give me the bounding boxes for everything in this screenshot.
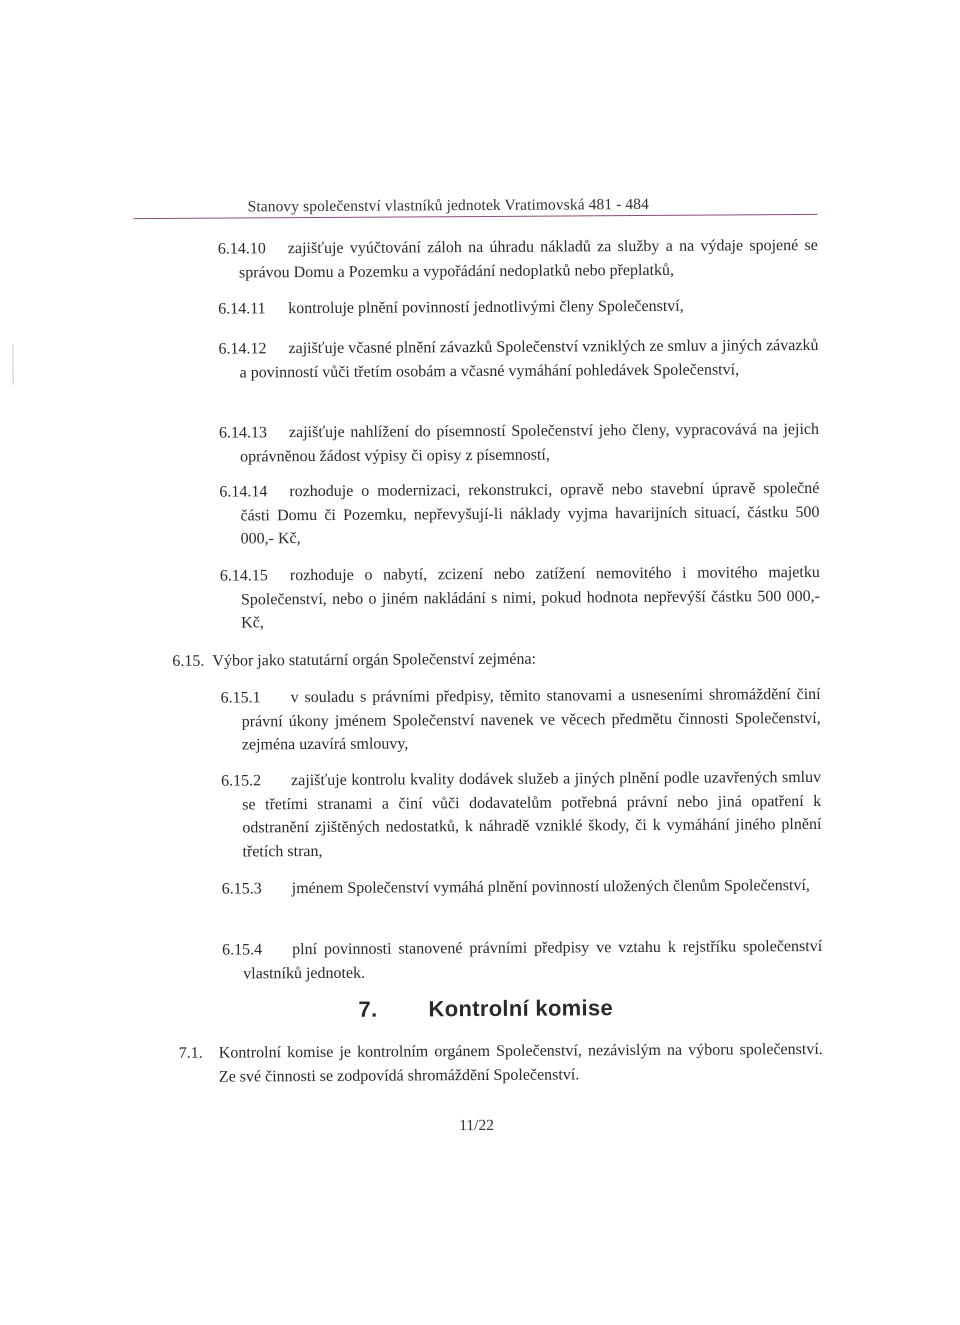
chapter-number: 7. xyxy=(358,996,378,1022)
clause-number: 6.15.3 xyxy=(221,880,262,898)
clause-text: rozhoduje o modernizaci, rekonstrukci, opravě nebo stavební úpravě společné části Domu či Pozemku, nepřevyšují-li náklady vyjma havarijních situací, částku 500 000,- Kč, xyxy=(240,479,820,548)
chapter-title: Kontrolní komise xyxy=(428,995,614,1022)
clause-number: 6.14.12 xyxy=(218,340,267,358)
section-number: 6.15. xyxy=(172,652,205,670)
clause-number: 6.14.10 xyxy=(217,240,266,258)
clause-text: zajišťuje včasné plnění závazků Společenství vzniklých ze smluv a jiných závazků a povinností vůči třetím osobám a včasné vymáhání pohledávek Společenství, xyxy=(239,336,819,381)
clause-text: zajišťuje nahlížení do písemností Společenství jeho členy, vypracovává na jejich oprávněnou žádost výpisy či opisy z písemností, xyxy=(240,420,820,465)
clause-6-15-1 xyxy=(221,683,821,759)
clause-6-14-10 xyxy=(218,234,818,288)
clause-text: zajišťuje kontrolu kvality dodávek služeb a jiných plnění podle uzavřených smluv se třetími stranami a činí vůči dodavatelům potřebná právní nebo jiná opatření k odstranění zjištěných nedostatků, k náhradě vzniklé škody, či k vymáhání jiného plnění třetích stran, xyxy=(242,768,822,860)
clause-text: zajišťuje vyúčtování záloh na úhradu nákladů za služby a na výdaje spojené se správou Domu a Pozemku a vypořádání nedoplatků nebo přeplatků, xyxy=(238,236,818,281)
clause-number: 6.14.13 xyxy=(218,424,268,442)
clause-text: rozhoduje o nabytí, zcizení nebo zatížení nemovitého i movitého majetku Společenství, nebo o jiném nakládání s nimi, pokud hodnota nepřevýší částku 500 000,- Kč, xyxy=(240,563,821,632)
clause-6-14-11 xyxy=(218,294,818,324)
clause-6-15-2 xyxy=(221,766,822,866)
clause-number: 6.15.2 xyxy=(221,772,262,790)
clause-number: 6.15.4 xyxy=(222,941,263,959)
clause-6-14-15 xyxy=(220,561,820,637)
clause-number: 6.14.11 xyxy=(218,300,266,318)
clause-text: jménem Společenství vymáhá plnění povinností uložených členům Společenství, xyxy=(291,876,810,898)
clause-text: plní povinnosti stanovené právními předpisy ve vztahu k rejstříku společenství vlastníků jednotek. xyxy=(243,937,823,982)
page-header: Stanovy společenství vlastníků jednotek Vratimovská 481 - 484 xyxy=(247,195,650,216)
clause-text: kontroluje plnění povinností jednotlivými členy Společenství, xyxy=(288,297,684,318)
clause-6-14-13 xyxy=(219,418,819,472)
page-number: 11/22 xyxy=(459,1116,494,1135)
clause-6-14-14 xyxy=(219,477,819,553)
section-number: 7.1. xyxy=(178,1044,203,1062)
section-text: Výbor jako statutární orgán Společenství zejména: xyxy=(212,650,537,670)
margin-scan-mark xyxy=(12,345,13,385)
clause-6-14-12 xyxy=(218,334,818,410)
section-text: Kontrolní komise je kontrolním orgánem Společenství, nezávislým na výboru společenství. Ze své činnosti se zodpovídá shromáždění Společenství. xyxy=(218,1040,823,1086)
clause-number: 6.14.15 xyxy=(219,567,268,585)
clause-number: 6.15.1 xyxy=(220,689,261,707)
clause-number: 6.14.14 xyxy=(219,483,268,501)
clause-6-15-4 xyxy=(222,935,822,989)
section-7-1 xyxy=(179,1038,823,1092)
chapter-heading xyxy=(358,995,613,1023)
clause-6-15-3 xyxy=(222,874,822,928)
section-6-15 xyxy=(172,646,812,673)
clause-text: v souladu s právními předpisy, těmito stanovami a usneseními shromáždění činí právní úkony jménem Společenství navenek ve věcech předmětu činnosti Společenství, zejména uzavírá smlouvy, xyxy=(241,685,821,754)
